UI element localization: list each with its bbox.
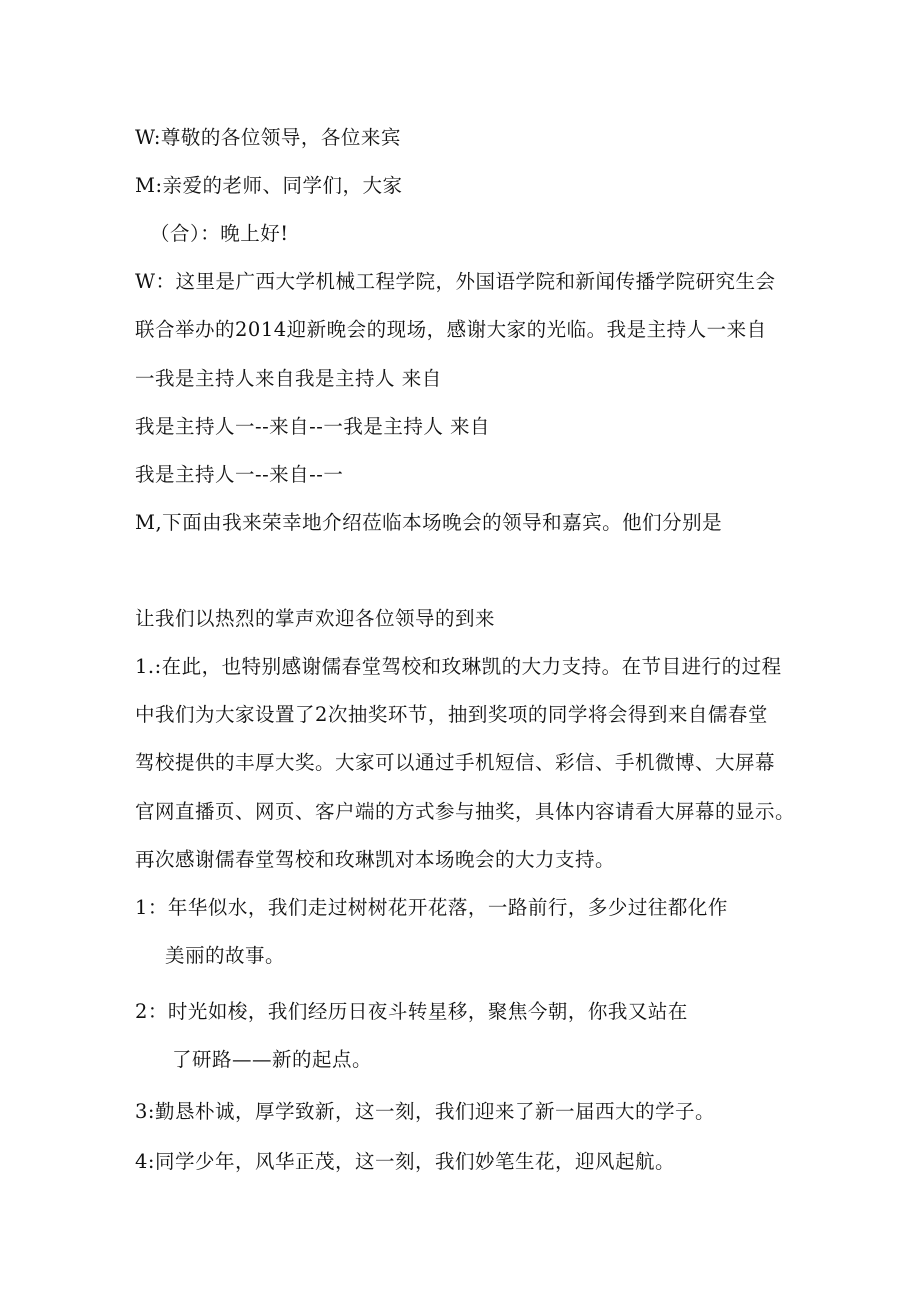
text-line: 2：时光如梭，我们经历日夜斗转星移，聚焦今朝，你我又站在 xyxy=(135,1000,688,1023)
text-line: 了研路——新的起点。 xyxy=(172,1048,373,1071)
text-line: 联合举办的2014迎新晚会的现场，感谢大家的光临。我是主持人一来自 xyxy=(135,318,767,341)
text-line: 1.:在此，也特别感谢儒春堂驾校和玫琳凯的大力支持。在节目进行的过程 xyxy=(135,655,782,678)
text-line: W:尊敬的各位领导，各位来宾 xyxy=(135,126,401,149)
text-line: 再次感谢儒春堂驾校和玫琳凯对本场晚会的大力支持。 xyxy=(135,848,616,871)
text-line: 官网直播页、网页、客户端的方式参与抽奖，具体内容请看大屏幕的显示。 xyxy=(135,800,796,823)
text-line: 3:勤恳朴诚，厚学致新，这一刻，我们迎来了新一届西大的学子。 xyxy=(135,1100,715,1123)
text-line: M,下面由我来荣幸地介绍莅临本场晚会的领导和嘉宾。他们分别是 xyxy=(135,511,723,534)
text-line: （合）：晚上好! xyxy=(150,222,289,245)
text-line: 一我是主持人来自我是主持人 来自 xyxy=(135,367,442,390)
text-line: 我是主持人一--来自--一 xyxy=(135,463,344,486)
text-line: 4:同学少年，风华正茂，这一刻，我们妙笔生花，迎风起航。 xyxy=(135,1150,675,1173)
text-line: 美丽的故事。 xyxy=(165,944,286,967)
text-line: 我是主持人一--来自--一我是主持人 来自 xyxy=(135,415,491,438)
text-line: 驾校提供的丰厚大奖。大家可以通过手机短信、彩信、手机微博、大屏幕 xyxy=(135,751,776,774)
text-line: 中我们为大家设置了2次抽奖环节，抽到奖项的同学将会得到来自儒春堂 xyxy=(135,703,768,726)
text-line: W：这里是广西大学机械工程学院，外国语学院和新闻传播学院研究生会 xyxy=(135,270,776,293)
text-line: 1：年华似水，我们走过树树花开花落，一路前行，多少过往都化作 xyxy=(135,896,728,919)
text-line: M:亲爱的老师、同学们，大家 xyxy=(135,174,403,197)
text-line: 让我们以热烈的掌声欢迎各位领导的到来 xyxy=(135,607,496,630)
